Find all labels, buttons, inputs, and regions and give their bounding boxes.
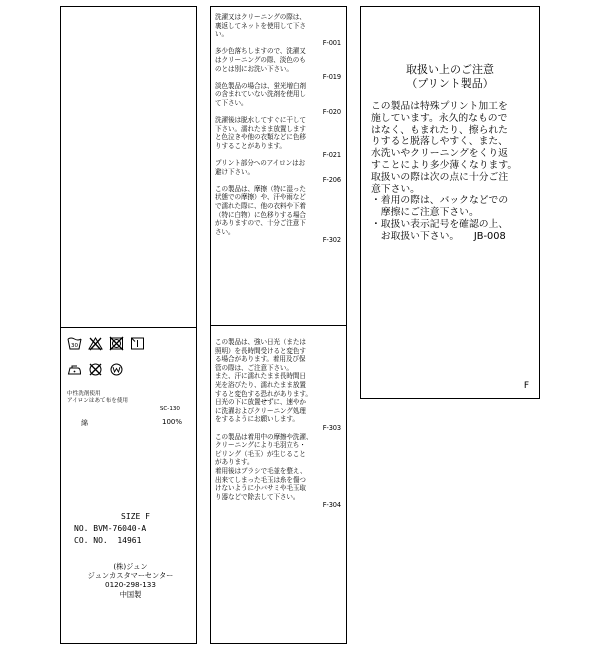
wet-clean-icon	[109, 362, 124, 377]
phone-number: 0120-298-133	[105, 580, 156, 590]
care-label-divider	[61, 327, 196, 328]
care-label	[60, 6, 197, 644]
care-symbols-row-1	[67, 336, 145, 351]
care-instructions	[67, 391, 193, 406]
note-f206: プリント部分へのアイロンはお 避け下さい。	[215, 159, 306, 176]
company-name: (株)ジュン	[113, 562, 148, 571]
care-symbols-row-2	[67, 362, 124, 377]
note-code: F-303	[322, 423, 341, 432]
no-tumble-dry-icon	[109, 336, 124, 351]
company-info	[61, 562, 196, 599]
print-care-label	[360, 6, 540, 399]
size-label: SIZE F	[121, 512, 150, 521]
note-f020: 淡色製品の場合は、蛍光増白剤 の含まれていない洗剤を使用し て下さい。	[215, 81, 306, 107]
notes-label-divider	[211, 325, 346, 326]
care-instruction-line: 中性洗剤使用	[67, 391, 101, 397]
co-number: CO. NO. 14961	[74, 536, 142, 545]
note-f303: この製品は、強い日光（または 照明）を長時間受けると変色す る場合があります。着用及び保 管の際は、ご注意下さい。 また、汗に濡れたまま長時間日 光を浴びたり、濡れたまま放置 すると変色する恐れがあります。 日光の下に放置せずに、速やか に洗濯およびクリーニング処理 をするようにお願いします。	[215, 338, 312, 424]
print-label-title	[361, 63, 539, 91]
note-code: F-019	[322, 73, 341, 82]
care-instruction-line: アイロンはあて布を使用	[67, 398, 129, 405]
print-title-line-2: （プリント製品）	[406, 77, 494, 90]
material-name: 綿	[81, 419, 88, 427]
notes-bottom-section	[215, 338, 343, 510]
material-composition	[81, 418, 182, 428]
line-dry-shade-icon	[130, 336, 145, 351]
country-of-origin: 中国製	[119, 589, 142, 599]
note-code: F-304	[322, 501, 341, 510]
sc-code: SC-130	[159, 406, 180, 412]
note-code: F-001	[322, 38, 341, 47]
wash-temp-label: 30	[71, 343, 78, 349]
wash-30-icon	[67, 336, 82, 351]
product-number: NO. BVM-76040-A	[74, 524, 147, 533]
no-bleach-icon	[88, 336, 103, 351]
note-code: F-021	[322, 150, 341, 159]
no-dry-clean-icon	[88, 362, 103, 377]
size-mark: F	[523, 381, 529, 391]
note-code: F-302	[322, 236, 341, 245]
material-percent: 100%	[161, 418, 182, 426]
note-code: F-206	[322, 176, 341, 185]
print-title-line-1: 取扱い上のご注意	[406, 63, 494, 76]
note-f302: この製品は、摩擦（特に湿った 状態での摩擦）や、汗や雨など で濡れた際に、他の衣料や下着 （特に白物）に色移りする場合 がありますので、十分ご注意下 さい。	[215, 184, 306, 236]
product-info	[61, 511, 196, 547]
note-f001: 洗濯又はクリーニングの際は、 裏返してネットを使用して下さ い。	[215, 13, 306, 39]
iron-low-icon	[67, 362, 82, 377]
print-label-body: この製品は特殊プリント加工を 施しています。永久的なもので はなく、もまれたり、擦られた りすると脱落しやすく、また、 水洗いやクリーニングをくり返 すことにより多少薄くなります。 取扱いの際は次の点に十分ご注 意下さい。 ・着用の際は、バックなどでの 摩擦にご注意下さい。 ・取扱い表示記号を確認の上、 お取扱い下さい。 JB-008	[371, 101, 518, 242]
note-f304: この製品は着用中の摩擦や洗濯、 クリーニングにより毛羽立ち・ ピリング（毛玉）が生じること があります。 着用後はブラシで毛並を整え、 出来てしまった毛玉は糸を傷つ けないように小バサミや毛玉取 り器などで除去して下さい。	[215, 432, 313, 501]
note-f021: 洗濯後は脱水してすぐに干して 下さい。濡れたまま放置します と色泣きや他の衣類などに色移 りすることがあります。	[215, 116, 306, 150]
notes-top-section	[215, 13, 343, 245]
customer-center: ジュンカスタマーセンター	[87, 571, 174, 581]
note-f019: 多少色落ちしますので、洗濯又 はクリーニングの際、淡色のも のとは別にお洗い下さい。	[215, 47, 306, 73]
notes-label	[210, 6, 347, 644]
note-code: F-020	[322, 107, 341, 116]
